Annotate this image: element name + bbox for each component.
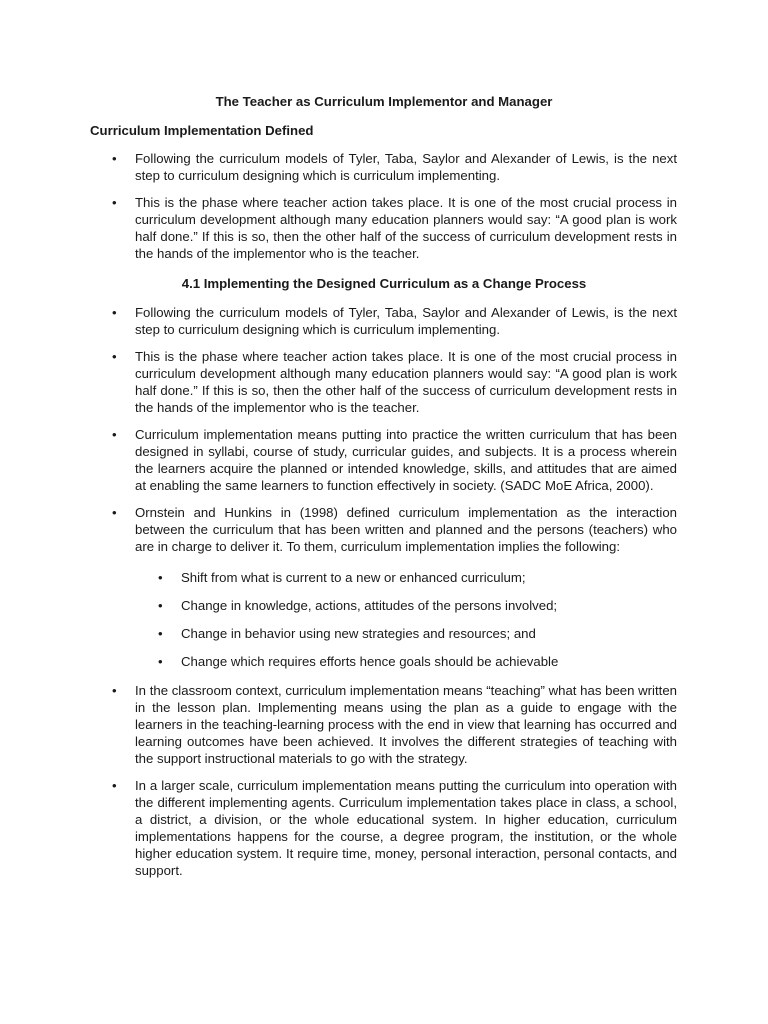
intro-list bbox=[0, 150, 768, 272]
list-item bbox=[0, 194, 677, 262]
sub-list-item bbox=[0, 625, 768, 642]
list-item-text: This is the phase where teacher action takes place. It is one of the most crucial process in curriculum development although many education planners would say: “A good plan is work half done.” If this is so, then the other half of the success of curriculum development rests in the hands of the implementor who is the teacher. bbox=[135, 349, 677, 415]
bullet-icon: • bbox=[112, 349, 117, 364]
list-item-text: In a larger scale, curriculum implementation means putting the curriculum into operation with the different implementing agents. Curriculum implementation takes place in class, a school, a district, a division, or the whole educational system. In higher education, curriculum implementations happens for the course, a degree program, the institution, or the whole higher education system. It require time, money, personal interaction, personal contacts, and support. bbox=[135, 778, 677, 878]
bullet-icon: • bbox=[158, 598, 163, 613]
list-item bbox=[0, 150, 677, 184]
bullet-icon: • bbox=[158, 570, 163, 585]
list-item bbox=[0, 504, 677, 555]
sub-list-item bbox=[0, 597, 768, 614]
bullet-icon: • bbox=[112, 427, 117, 442]
sub-list-item-text: Change which requires efforts hence goals should be achievable bbox=[181, 654, 559, 669]
document-title: The Teacher as Curriculum Implementor and Manager bbox=[215, 94, 553, 109]
bullet-icon: • bbox=[112, 151, 117, 166]
list-item bbox=[0, 682, 677, 767]
section-heading-change-process: 4.1 Implementing the Designed Curriculum as a Change Process bbox=[181, 276, 587, 291]
section-heading-definition: Curriculum Implementation Defined bbox=[90, 123, 314, 138]
bullet-icon: • bbox=[158, 654, 163, 669]
bullet-icon: • bbox=[112, 195, 117, 210]
bullet-icon: • bbox=[112, 305, 117, 320]
bullet-icon: • bbox=[112, 778, 117, 793]
sub-list-item bbox=[0, 569, 768, 586]
list-item-text: Ornstein and Hunkins in (1998) defined curriculum implementation as the interaction between the curriculum that has been written and planned and the persons (teachers) who are in charge to deliver it. To them, curriculum implementation implies the following: bbox=[135, 505, 677, 554]
sub-list-item-text: Shift from what is current to a new or enhanced curriculum; bbox=[181, 570, 526, 585]
sub-list-item bbox=[0, 653, 768, 670]
list-item-text: Curriculum implementation means putting into practice the written curriculum that has been designed in syllabi, course of study, curricular guides, and subjects. It is a process wherein the learners acquire the planned or intended knowledge, skills, and attitudes that are aimed at enabling the same learners to function effectively in society. (SADC MoE Africa, 2000). bbox=[135, 427, 677, 493]
list-item-text: Following the curriculum models of Tyler, Taba, Saylor and Alexander of Lewis, is the next step to curriculum designing which is curriculum implementing. bbox=[135, 305, 677, 337]
list-item bbox=[0, 777, 677, 879]
list-item-text: In the classroom context, curriculum implementation means “teaching” what has been written in the lesson plan. Implementing means using the plan as a guide to engage with the learners in the teaching-learning process with the end in view that learning has occurred and learning outcomes have been achieved. It involves the different strategies of teaching with the support instructional materials to go with the strategy. bbox=[135, 683, 677, 766]
list-item bbox=[0, 304, 677, 338]
sub-list-item-text: Change in knowledge, actions, attitudes of the persons involved; bbox=[181, 598, 558, 613]
sub-list-item-text: Change in behavior using new strategies and resources; and bbox=[181, 626, 536, 641]
bullet-icon: • bbox=[112, 505, 117, 520]
list-item bbox=[0, 348, 677, 416]
list-item-text: Following the curriculum models of Tyler, Taba, Saylor and Alexander of Lewis, is the next step to curriculum designing which is curriculum implementing. bbox=[135, 151, 677, 183]
bullet-icon: • bbox=[112, 683, 117, 698]
list-item-text: This is the phase where teacher action takes place. It is one of the most crucial process in curriculum development although many education planners would say: “A good plan is work half done.” If this is so, then the other half of the success of curriculum development rests in the hands of the implementor who is the teacher. bbox=[135, 195, 677, 261]
bullet-icon: • bbox=[158, 626, 163, 641]
list-item bbox=[0, 426, 677, 494]
section-list bbox=[0, 304, 768, 889]
